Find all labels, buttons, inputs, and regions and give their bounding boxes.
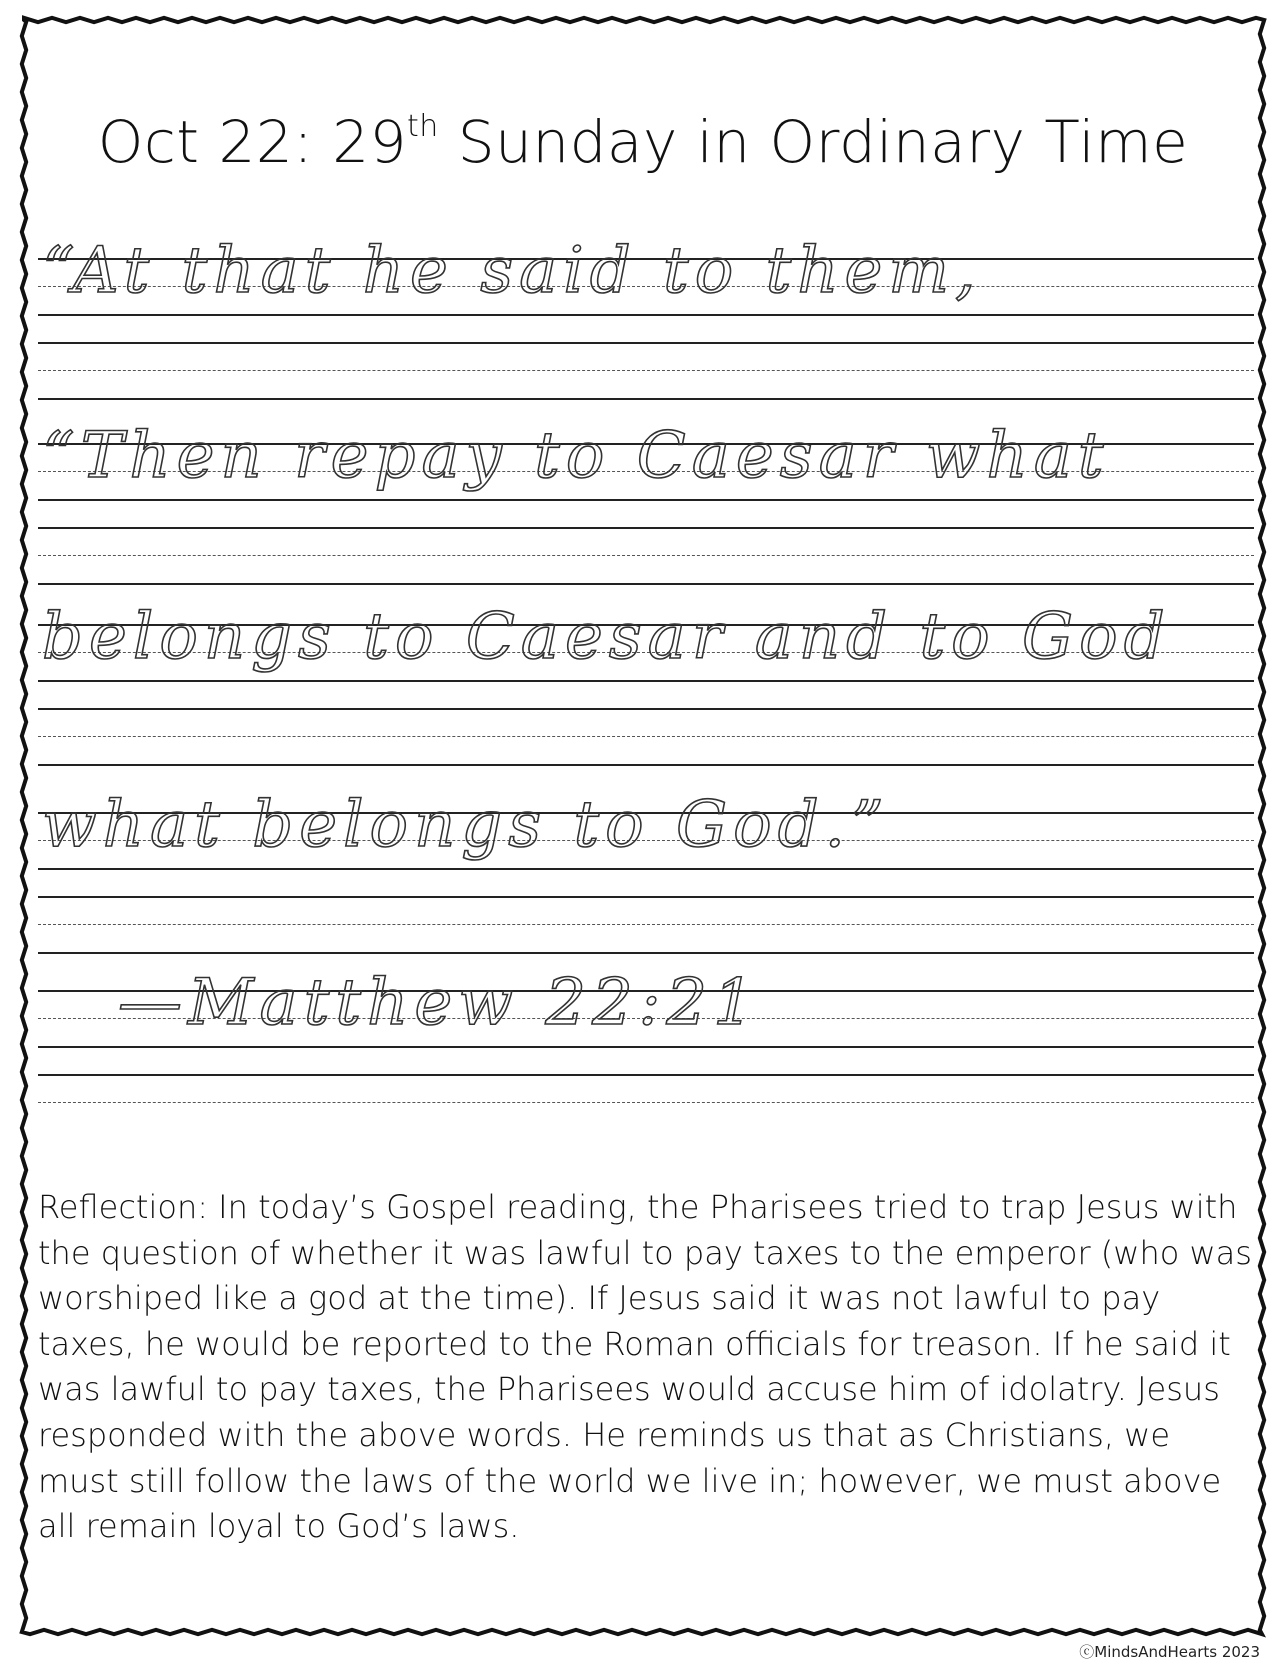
title-suffix: Sunday in Ordinary Time xyxy=(438,108,1189,176)
page-title xyxy=(0,108,1286,176)
practice-block-5 xyxy=(38,966,1254,1100)
practice-block-4 xyxy=(38,788,1254,922)
title-prefix: Oct 22: 29 xyxy=(97,108,408,176)
practice-block-1b xyxy=(38,258,1254,368)
copyright: ⓒMindsAndHearts 2023 xyxy=(1079,1643,1260,1661)
title-superscript: th xyxy=(407,109,439,144)
tracing-line-2: “Then repay to Caesar what xyxy=(42,419,1110,493)
tracing-line-1: “At that he said to them, xyxy=(42,234,982,308)
tracing-line-5: —Matthew 22:21 xyxy=(118,966,760,1040)
practice-block-2 xyxy=(38,419,1254,553)
reflection-text: Reflection: In today’s Gospel reading, the Pharisees tried to trap Jesus with the question of whether it was lawful to pay taxes to the emperor (who was worshiped like a god at the time). If Jesus said it was not lawful to pay taxes, he would be reported to the Roman officials for treason. If he said it was lawful to pay taxes, the Pharisees would accuse him of idolatry. Jesus responded with the above words. He reminds us that as Christians, we must still follow the laws of the world we live in; however, we must above all remain loyal to God’s laws. xyxy=(38,1188,1252,1546)
tracing-line-4: what belongs to God.” xyxy=(42,788,890,862)
practice-block-3 xyxy=(38,600,1254,734)
tracing-line-3: belongs to Caesar and to God xyxy=(42,600,1171,674)
